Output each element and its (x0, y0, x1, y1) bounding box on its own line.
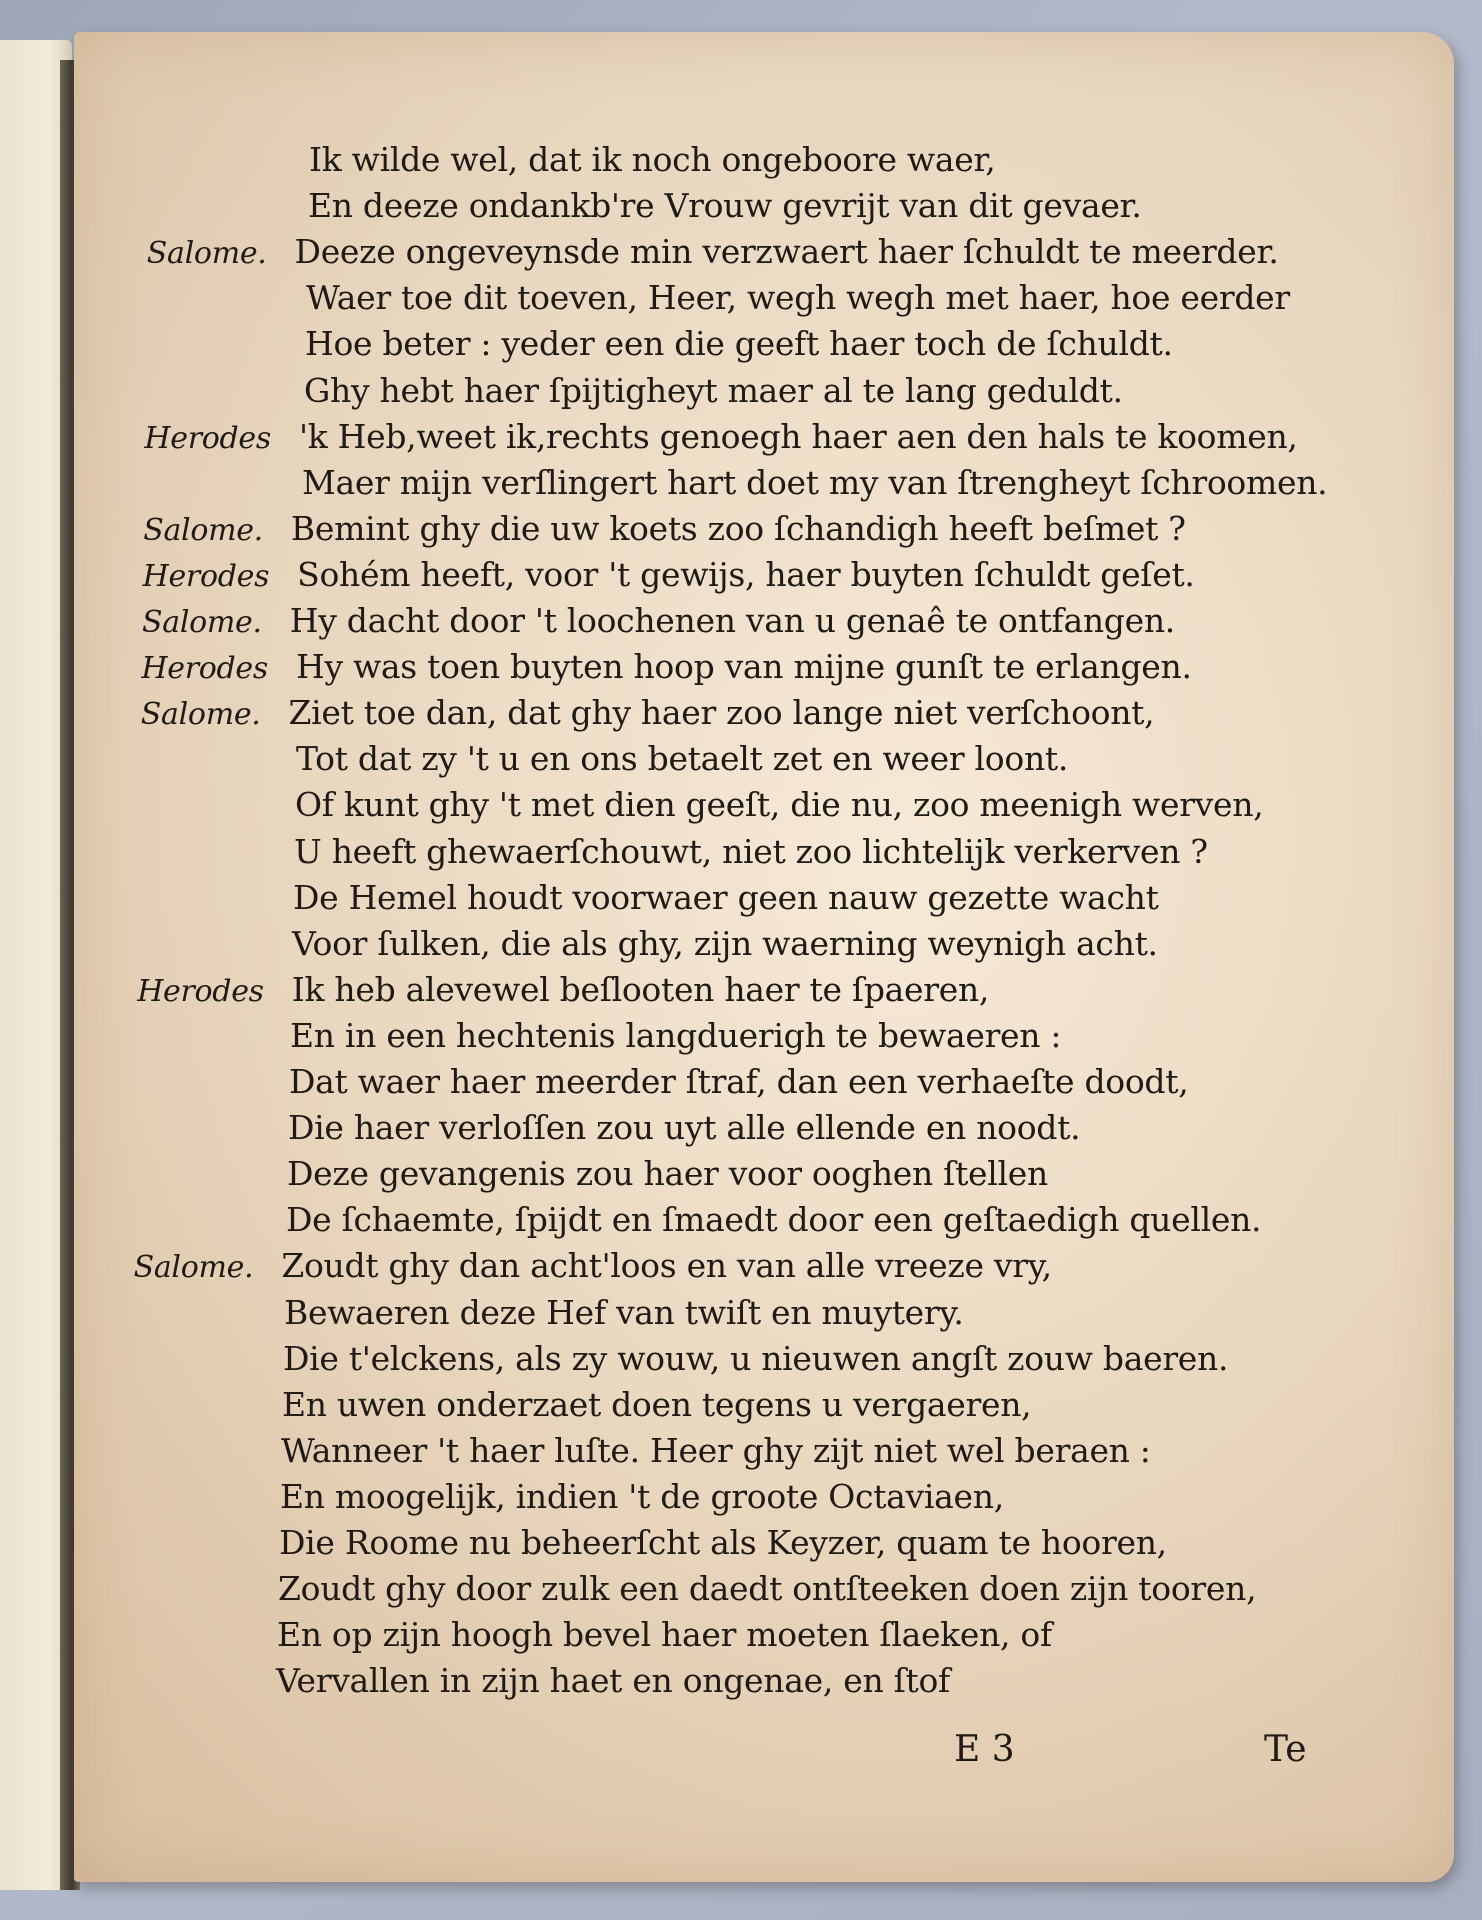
speaker-name: Salome. (146, 236, 267, 272)
speaker-name: Herodes (144, 420, 271, 456)
verse-text: U heeft ghewaerſchouwt, niet zoo lichtelijk verkerven ? (294, 831, 1208, 871)
verse-line (290, 1016, 1061, 1055)
verse-text: Deeze ongeveynsde min verzwaert haer ſchuldt te meerder. (294, 232, 1279, 272)
verse-text: Ik heb alevewel beſlooten haer te ſpaeren, (291, 969, 990, 1009)
catchword: Te (1264, 1729, 1307, 1770)
verse-text: Voor ſulken, die als ghy, zijn waerning weynigh acht. (292, 923, 1158, 963)
verse-text: En moogelijk, indien 't de groote Octaviaen, (280, 1476, 1004, 1516)
verse-line (294, 832, 1208, 871)
verse-text: Bemint ghy die uw koets zoo ſchandigh heeft beſmet ? (290, 508, 1186, 548)
verse-text: Zoudt ghy door zulk een daedt ontſteeken doen zijn tooren, (278, 1569, 1257, 1609)
verse-text: Die haer verloſſen zou uyt alle ellende en noodt. (288, 1108, 1081, 1148)
verse-line (305, 324, 1173, 363)
verse-text: Die t'elckens, als zy wouw, u nieuwen angſt zouw baeren. (283, 1338, 1229, 1378)
verse-line (282, 1385, 1031, 1424)
verse-line (308, 186, 1142, 225)
verse-text: Ziet toe dan, dat ghy haer zoo lange niet verſchoont, (288, 693, 1155, 733)
speaker-name: Salome. (140, 697, 261, 733)
verse-text: Tot dat zy 't u en ons betaelt zet en weer loont. (296, 739, 1069, 779)
verse-line (276, 1661, 950, 1700)
verse-text: Vervallen in zijn haet en ongenae, en ſtof (276, 1661, 950, 1701)
verse-line (304, 371, 1123, 410)
verse-text: Hy was toen buyten hoop van mijne gunſt te erlangen. (295, 647, 1192, 687)
verse-line (293, 878, 1159, 917)
verse-line (306, 278, 1290, 317)
speech-line (141, 647, 1191, 686)
speaker-name: Salome. (133, 1250, 254, 1286)
verse-text: 'k Heb,weet ik,rechts genoegh haer aen den hals te koomen, (298, 416, 1298, 456)
verse-line (278, 1569, 1256, 1608)
speech-line (147, 232, 1279, 271)
verse-block (74, 32, 1454, 1882)
verse-text: Hoe beter : yeder een die geeft haer toch de ſchuldt. (305, 324, 1173, 364)
verse-line (288, 1108, 1080, 1147)
verse-text: Die Roome nu beheerſcht als Keyzer, quam te hooren, (279, 1523, 1167, 1562)
speaker-name: Salome. (143, 512, 263, 548)
verse-text: Wanneer 't haer luſte. Heer ghy zijt niet wel beraen : (281, 1430, 1151, 1470)
verse-text: Maer mijn verſlingert hart doet my van ſtrengheyt ſchroomen. (302, 462, 1328, 502)
speech-line (143, 509, 1186, 548)
speaker-name: Salome. (142, 605, 262, 640)
verse-line (292, 924, 1158, 963)
verse-line (281, 1431, 1151, 1470)
speech-line (141, 693, 1155, 732)
verse-line (309, 140, 996, 179)
verse-text: Sohém heeft, voor 't gewijs, haer buyten ſchuldt geſet. (297, 554, 1195, 594)
verse-text: En deeze ondankb're Vrouw gevrijt van dit gevaer. (308, 186, 1142, 226)
verse-text: De Hemel houdt voorwaer geen nauw gezette wacht (293, 877, 1159, 917)
speech-line (143, 555, 1195, 594)
verse-text: Dat waer haer meerder ſtraf, dan een verhaeſte doodt, (289, 1062, 1189, 1101)
speaker-name: Herodes (141, 651, 268, 687)
speech-line (142, 601, 1175, 640)
verse-line (283, 1339, 1228, 1378)
verse-text: Ghy hebt haer ſpijtigheyt maer al te lang geduldt. (304, 370, 1123, 410)
verse-text: En op zijn hoogh bevel haer moeten ſlaeken, of (277, 1615, 1052, 1655)
verse-text: Waer toe dit toeven, Heer, wegh wegh met haer, hoe eerder (306, 278, 1290, 318)
verse-text: De ſchaemte, ſpijdt en ſmaedt door een geſtaedigh quellen. (286, 1200, 1262, 1240)
verse-line (296, 739, 1068, 778)
verse-line (284, 1293, 964, 1332)
speech-line (134, 1246, 1052, 1285)
verse-text: Deze gevangenis zou haer voor ooghen ſtellen (287, 1154, 1048, 1194)
verse-line (286, 1200, 1261, 1239)
verse-text: En in een hechtenis langduerigh te bewaeren : (290, 1015, 1062, 1055)
speaker-name: Herodes (137, 973, 264, 1009)
verse-text: Of kunt ghy 't met dien geeſt, die nu, zoo meenigh werven, (295, 785, 1264, 825)
verse-text: En uwen onderzaet doen tegens u vergaeren, (282, 1384, 1032, 1424)
verse-text: Bewaeren deze Hef van twiſt en muytery. (284, 1292, 964, 1332)
verse-line (287, 1154, 1048, 1193)
verse-line (289, 1062, 1188, 1101)
signature-mark: E 3 (954, 1729, 1015, 1770)
verse-line (295, 785, 1263, 824)
book-page (74, 32, 1454, 1882)
verse-text: Hy dacht door 't loochenen van u genaê te ontfangen. (289, 601, 1175, 640)
verse-line (279, 1523, 1167, 1562)
verse-text: Zoudt ghy dan acht'loos en van alle vreeze vry, (281, 1246, 1052, 1286)
verse-text: Ik wilde wel, dat ik noch ongeboore waer, (309, 140, 996, 179)
verse-line (277, 1615, 1052, 1654)
speaker-name: Herodes (142, 558, 270, 594)
speech-line (144, 417, 1297, 456)
verse-line (302, 463, 1327, 502)
speech-line (137, 970, 989, 1009)
verse-line (280, 1477, 1004, 1516)
